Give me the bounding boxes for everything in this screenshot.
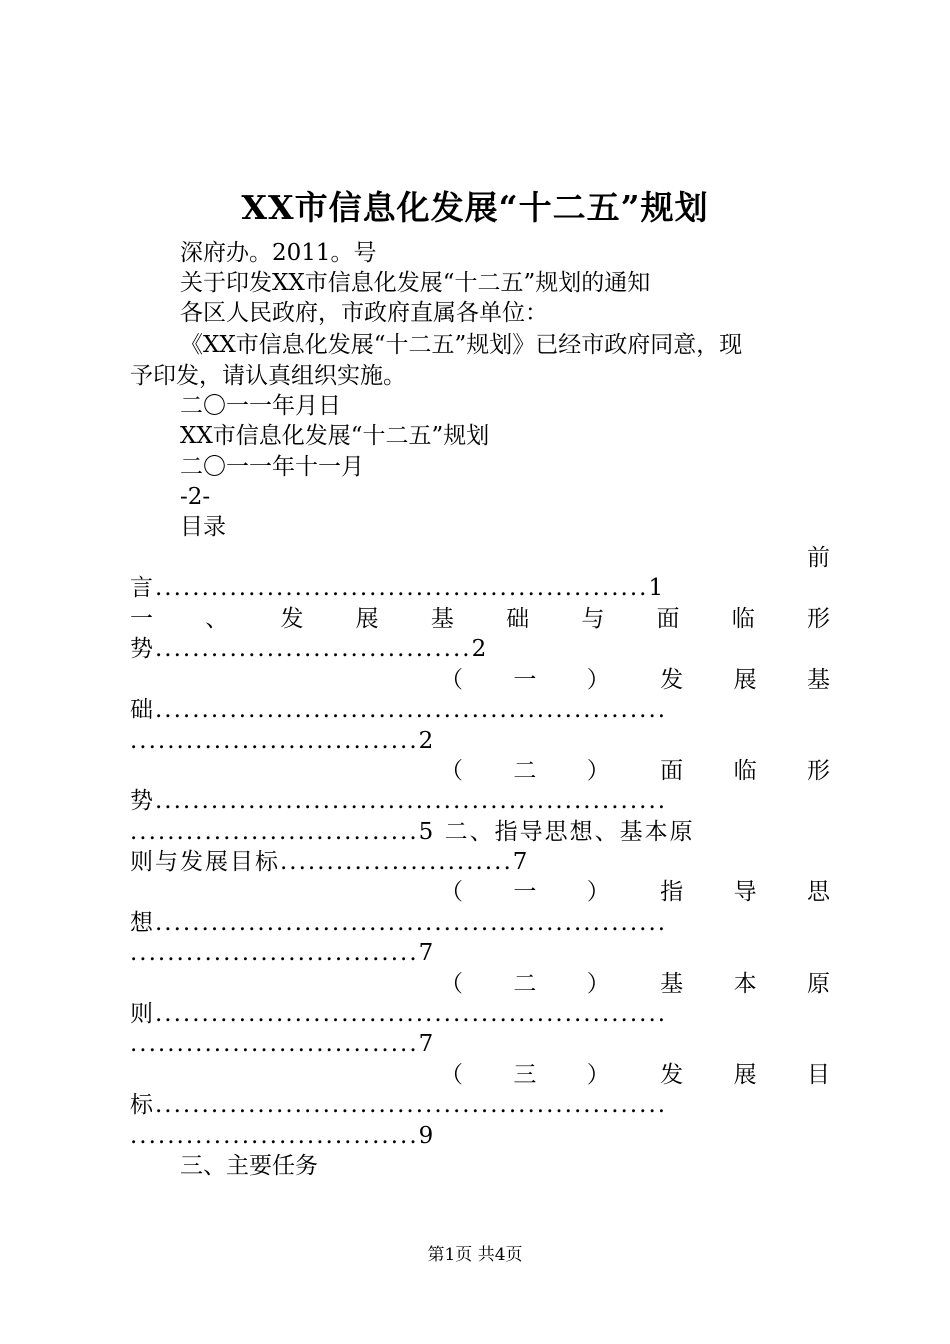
page-footer: 第1页 共4页 (427, 1245, 523, 1265)
toc-entry-1-1-dots: 础....................................................... (130, 697, 668, 723)
notice-title: 关于印发XX市信息化发展“十二五”规划的通知 (180, 270, 651, 296)
toc-entry-2-2: （ 二 ） 基 本 原 (440, 971, 830, 997)
toc-entry-1-2-page: ...............................5 二、指导思想、基本原 (130, 819, 695, 845)
toc-preface-char: 前 (807, 545, 830, 571)
toc-entry-2-1: （ 一 ） 指 导 思 (440, 879, 830, 905)
toc-entry-1-2: （ 二 ） 面 临 形 (440, 758, 830, 784)
toc-entry-2-2-dots: 则....................................................... (130, 1001, 668, 1027)
toc-entry-preface: 言.....................................................1 (130, 575, 666, 601)
toc-entry-2-3-page: ...............................9 (130, 1123, 436, 1149)
body-text-line-2: 予印发，请认真组织实施。 (130, 363, 406, 389)
toc-entry-1-2-dots: 势....................................................... (130, 788, 668, 814)
toc-entry-2-1-dots: 想....................................................... (130, 910, 668, 936)
date-line: 二〇一一年月日 (180, 393, 341, 419)
toc-entry-2-3: （ 三 ） 发 展 目 (440, 1062, 830, 1088)
toc-entry-2-1-page: ...............................7 (130, 940, 436, 966)
plan-name: XX市信息化发展“十二五”规划 (180, 423, 490, 449)
recipients: 各区人民政府，市政府直属各单位： (180, 300, 548, 326)
toc-entry-section-2-page: 则与发展目标.........................7 (130, 849, 530, 875)
toc-entry-section-1: 一 、 发 展 基 础 与 面 临 形 (130, 606, 830, 632)
doc-number: 深府办。2011。号 (180, 240, 377, 266)
page-marker: -2- (180, 484, 211, 510)
toc-entry-section-1-page: 势..................................2 (130, 636, 489, 662)
document-title: XX市信息化发展“十二五”规划 (241, 188, 709, 227)
body-text-line-1: 《XX市信息化发展“十二五”规划》已经市政府同意，现 (180, 332, 743, 358)
toc-entry-1-1: （ 一 ） 发 展 基 (440, 667, 830, 693)
plan-date: 二〇一一年十一月 (180, 454, 364, 480)
toc-entry-1-1-page: ...............................2 (130, 728, 436, 754)
toc-entry-2-3-dots: 标....................................................... (130, 1092, 668, 1118)
toc-heading: 目录 (180, 514, 226, 540)
toc-entry-2-2-page: ...............................7 (130, 1031, 436, 1057)
section-3-heading: 三、主要任务 (180, 1153, 318, 1179)
